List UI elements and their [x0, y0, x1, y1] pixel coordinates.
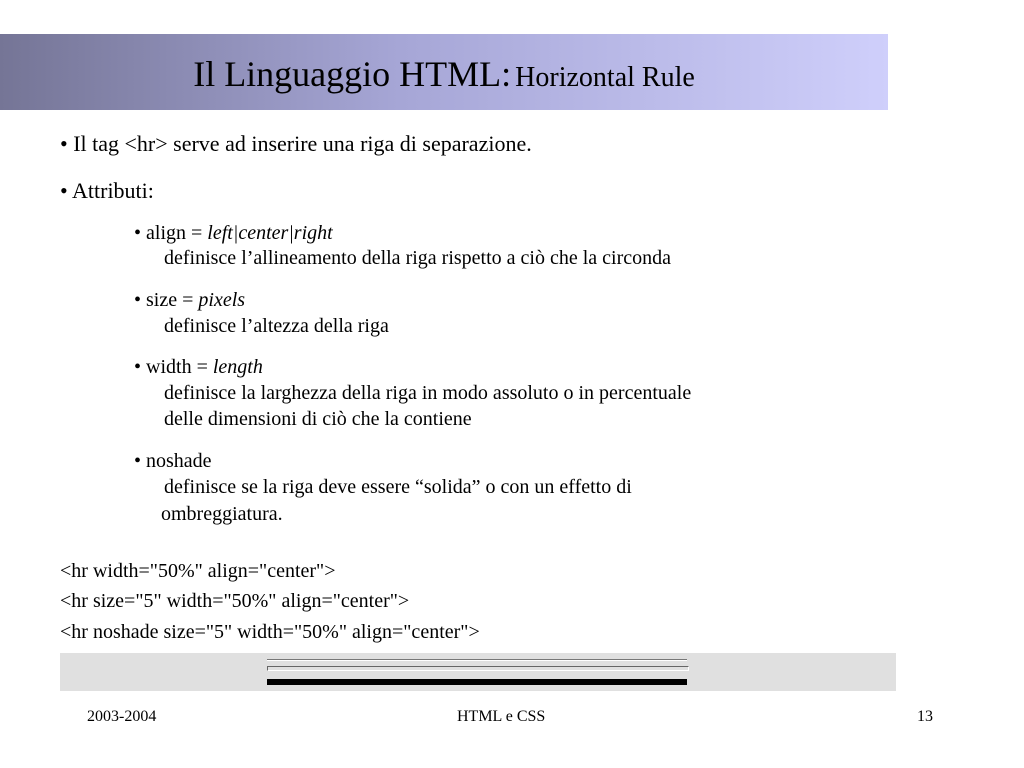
slide-title	[0, 34, 888, 110]
slide-title-main: Il Linguaggio HTML:	[193, 54, 512, 94]
code-line: <hr width="50%" align="center">	[60, 560, 336, 582]
slide-title-sub: Horizontal Rule	[515, 62, 695, 93]
footer-date: 2003-2004	[87, 708, 157, 725]
attr-align: • align = left|center|right	[134, 222, 333, 244]
title-bar	[0, 34, 888, 110]
attr-width-desc-2: delle dimensioni di ciò che la contiene	[164, 408, 472, 430]
attr-noshade: • noshade	[134, 450, 212, 472]
hr-example-size5	[267, 666, 689, 671]
code-line: <hr size="5" width="50%" align="center">	[60, 590, 410, 612]
slide-number: 13	[917, 708, 933, 725]
attr-name: size =	[146, 289, 199, 311]
attr-name: noshade	[146, 450, 212, 472]
bullet-attributi: • Attributi:	[60, 178, 154, 203]
attr-name: align =	[146, 222, 208, 244]
hr-example-default	[267, 659, 687, 661]
hr-demo-panel	[60, 653, 896, 691]
bullet-hr-tag: • Il tag <hr> serve ad inserire una riga di separazione.	[60, 131, 532, 156]
attr-width-desc-1: definisce la larghezza della riga in modo assoluto o in percentuale	[164, 382, 692, 404]
hr-example-noshade	[267, 679, 687, 685]
attr-noshade-desc-1: definisce se la riga deve essere “solida” o con un effetto di	[164, 476, 632, 498]
bullet-text: Attributi:	[72, 178, 154, 203]
attr-size-desc: definisce l’altezza della riga	[164, 315, 389, 337]
code-line: <hr noshade size="5" width="50%" align="center">	[60, 621, 480, 643]
bullet-text: Il tag <hr> serve ad inserire una riga di separazione.	[73, 131, 532, 156]
footer-title: HTML e CSS	[457, 708, 546, 725]
attr-value: pixels	[198, 289, 246, 311]
attr-noshade-desc-2: ombreggiatura.	[161, 503, 283, 525]
attr-size: • size = pixels	[134, 289, 246, 311]
attr-value: length	[212, 356, 263, 378]
attr-width: • width = length	[134, 356, 263, 378]
attr-align-desc: definisce l’allineamento della riga rispetto a ciò che la circonda	[164, 247, 671, 269]
attr-value: left|center|right	[207, 222, 333, 244]
attr-name: width =	[146, 356, 213, 378]
